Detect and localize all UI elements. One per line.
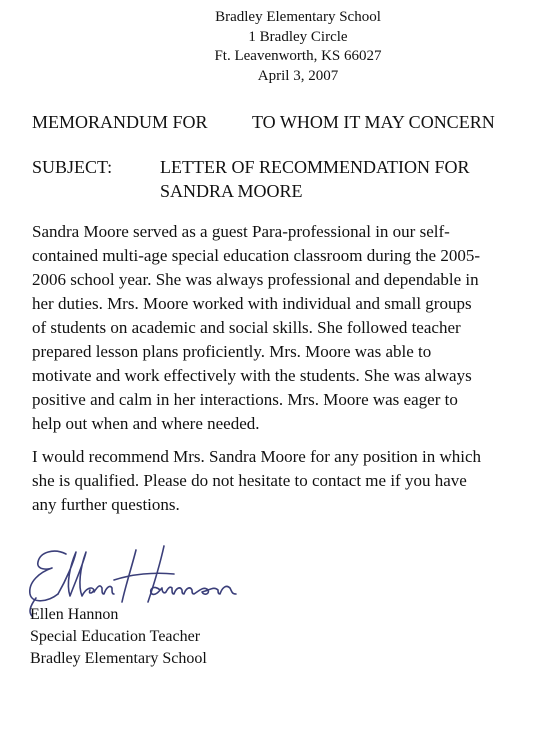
paragraph-line: of students on academic and social skills. She followed teacher bbox=[32, 318, 461, 337]
subject-value bbox=[160, 155, 540, 203]
memo-for-line bbox=[32, 112, 495, 133]
signature-stroke-e bbox=[30, 551, 66, 601]
signatory-title: Special Education Teacher bbox=[30, 628, 201, 645]
memo-for-label: MEMORANDUM FOR bbox=[32, 112, 208, 132]
paragraph-line: I would recommend Mrs. Sandra Moore for any position in which bbox=[32, 447, 481, 466]
paragraph-line: prepared lesson plans proficiently. Mrs. Moore was able to bbox=[32, 342, 432, 361]
subject-label: SUBJECT: bbox=[32, 157, 113, 177]
paragraph-line: she is qualified. Please do not hesitate to contact me if you have bbox=[32, 471, 467, 490]
paragraph-line: help out when and where needed. bbox=[32, 414, 260, 433]
body-paragraph-1 bbox=[32, 220, 560, 436]
signature-block bbox=[30, 604, 207, 670]
letterhead-date: April 3, 2007 bbox=[257, 67, 339, 84]
letterhead-city: Ft. Leavenworth, KS 66027 bbox=[214, 48, 382, 64]
memo-recipient: TO WHOM IT MAY CONCERN bbox=[252, 112, 495, 132]
signatory-school: Bradley Elementary School bbox=[30, 650, 207, 667]
letterhead-street: 1 Bradley Circle bbox=[248, 28, 348, 45]
paragraph-line: her duties. Mrs. Moore worked with individual and small groups bbox=[32, 294, 472, 313]
paragraph-line: contained multi-age special education classroom during the 2005- bbox=[32, 246, 481, 265]
signatory-name: Ellen Hannon bbox=[30, 606, 119, 623]
paragraph-line: motivate and work effectively with the students. She was always bbox=[32, 366, 472, 385]
signature-stroke-llen bbox=[58, 552, 114, 596]
subject-value-line-1: LETTER OF RECOMMENDATION FOR bbox=[160, 157, 470, 177]
body-paragraph-2 bbox=[32, 445, 560, 517]
signature-stroke-h bbox=[114, 546, 174, 602]
paragraph-line: positive and calm in her interactions. Mrs. Moore was eager to bbox=[32, 390, 458, 409]
letterhead bbox=[0, 8, 560, 86]
paragraph-line: any further questions. bbox=[32, 495, 180, 514]
subject-value-line-2: SANDRA MOORE bbox=[160, 181, 303, 201]
letterhead-school: Bradley Elementary School bbox=[215, 9, 381, 25]
paragraph-line: 2006 school year. She was always professional and dependable in bbox=[32, 270, 479, 289]
paragraph-line: Sandra Moore served as a guest Para-professional in our self- bbox=[32, 222, 450, 241]
signature-stroke-annon bbox=[151, 586, 236, 594]
